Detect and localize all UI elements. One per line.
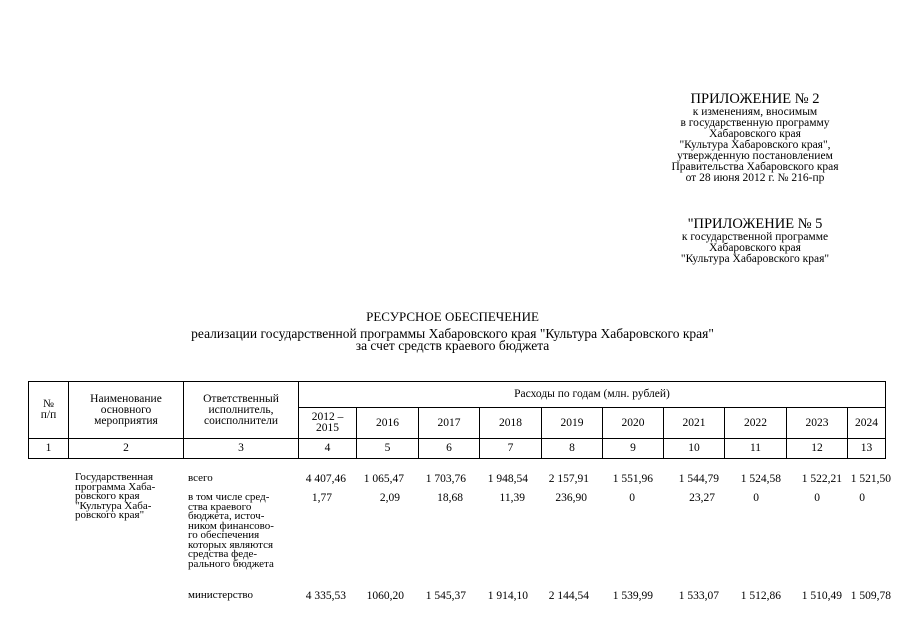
header-year: 2020 [603,408,664,439]
column-number: 1 [29,439,69,459]
resource-table-header [28,381,886,459]
heading-line-1: РЕСУРСНОЕ ОБЕСПЕЧЕНИЕ [366,309,539,324]
annex-5-title: "ПРИЛОЖЕНИЕ № 5 [687,216,823,232]
value-cell: 1 545,37 [425,590,466,602]
value-cell: 0 [753,492,759,504]
value-cell: 1 509,78 [850,590,891,602]
annex-2-title: ПРИЛОЖЕНИЕ № 2 [690,91,820,107]
column-number: 11 [725,439,787,459]
value-cell: 236,90 [555,492,587,504]
value-cell: 0 [814,492,820,504]
header-year: 2019 [542,408,603,439]
column-number: 2 [69,439,184,459]
column-number: 8 [542,439,603,459]
column-number: 6 [419,439,480,459]
value-cell: 4 407,46 [305,473,346,485]
value-cell: 1 948,54 [487,473,528,485]
value-cell: 1 539,99 [612,590,653,602]
column-number: 7 [480,439,542,459]
value-cell: 0 [859,492,865,504]
header-year: 2012 – 2015 [299,408,357,439]
value-cell: 1 522,21 [801,473,842,485]
value-cell: 1060,20 [366,590,404,602]
column-number: 5 [357,439,419,459]
annex-5-line: Хабаровского края [709,242,801,254]
value-cell: 1 544,79 [678,473,719,485]
annex-2-line: к изменениям, вносимым [692,106,818,118]
column-number: 12 [787,439,848,459]
value-cell: 1 914,10 [487,590,528,602]
annex-2-line: Хабаровского края [709,128,801,140]
value-cell: 0 [629,492,635,504]
value-cell: 1 065,47 [363,473,404,485]
annex-2-block [640,91,870,184]
header-year: 2024 [848,408,886,439]
row-label-ministry: министерство [188,589,254,601]
value-cell: 1,77 [311,492,332,504]
document-heading [0,311,905,352]
value-cell: 2 144,54 [548,590,589,602]
annex-2-line: "Культура Хабаровского края", [679,139,831,151]
annex-5-line: "Культура Хабаровского края" [680,253,830,265]
header-expenses: Расходы по годам (млн. рублей) [299,382,886,408]
header-year: 2018 [480,408,542,439]
value-cell: 1 512,86 [740,590,781,602]
header-year: 2022 [725,408,787,439]
header-activity-name: Наименование основного мероприятия [69,382,184,439]
header-year: 2023 [787,408,848,439]
column-number: 10 [664,439,725,459]
value-cell: 11,39 [499,492,525,504]
column-number: 13 [848,439,886,459]
annex-5-block [640,216,870,265]
value-cell: 2,09 [379,492,400,504]
value-cell: 1 521,50 [850,473,891,485]
program-name: Государственная программа Хаба- ровского края "Культура Хаба- ровского края" [75,471,156,521]
header-year: 2016 [357,408,419,439]
header-year: 2021 [664,408,725,439]
value-cell: 1 533,07 [678,590,719,602]
annex-2-line: от 28 июня 2012 г. № 216-пр [685,172,825,184]
annex-5-line: к государственной программе [681,231,829,243]
value-cell: 2 157,91 [548,473,589,485]
column-number: 9 [603,439,664,459]
heading-line-3: за счет средств краевого бюджета [355,338,550,353]
annex-2-line: утвержденную постановлением [677,150,833,162]
header-year: 2017 [419,408,480,439]
value-cell: 18,68 [437,492,463,504]
annex-2-line: в государственную программу [680,117,830,129]
header-executor: Ответственный исполнитель, соисполнители [184,382,299,439]
column-number: 4 [299,439,357,459]
header-number: № п/п [29,382,69,439]
value-cell: 23,27 [689,492,715,504]
value-cell: 1 551,96 [612,473,653,485]
heading-line-2: реализации государственной программы Хабаровского края "Культура Хабаровского края" [191,326,714,341]
value-cell: 4 335,53 [305,590,346,602]
value-cell: 1 524,58 [740,473,781,485]
annex-2-line: Правительства Хабаровского края [671,161,839,173]
value-cell: 1 510,49 [801,590,842,602]
column-number: 3 [184,439,299,459]
row-label-federal: в том числе сред- ства краевого бюджета, источ- ником финансово- го обеспечения которых являются средства феде- рального бюджета [188,491,274,570]
row-label-total: всего [188,472,213,484]
value-cell: 1 703,76 [425,473,466,485]
